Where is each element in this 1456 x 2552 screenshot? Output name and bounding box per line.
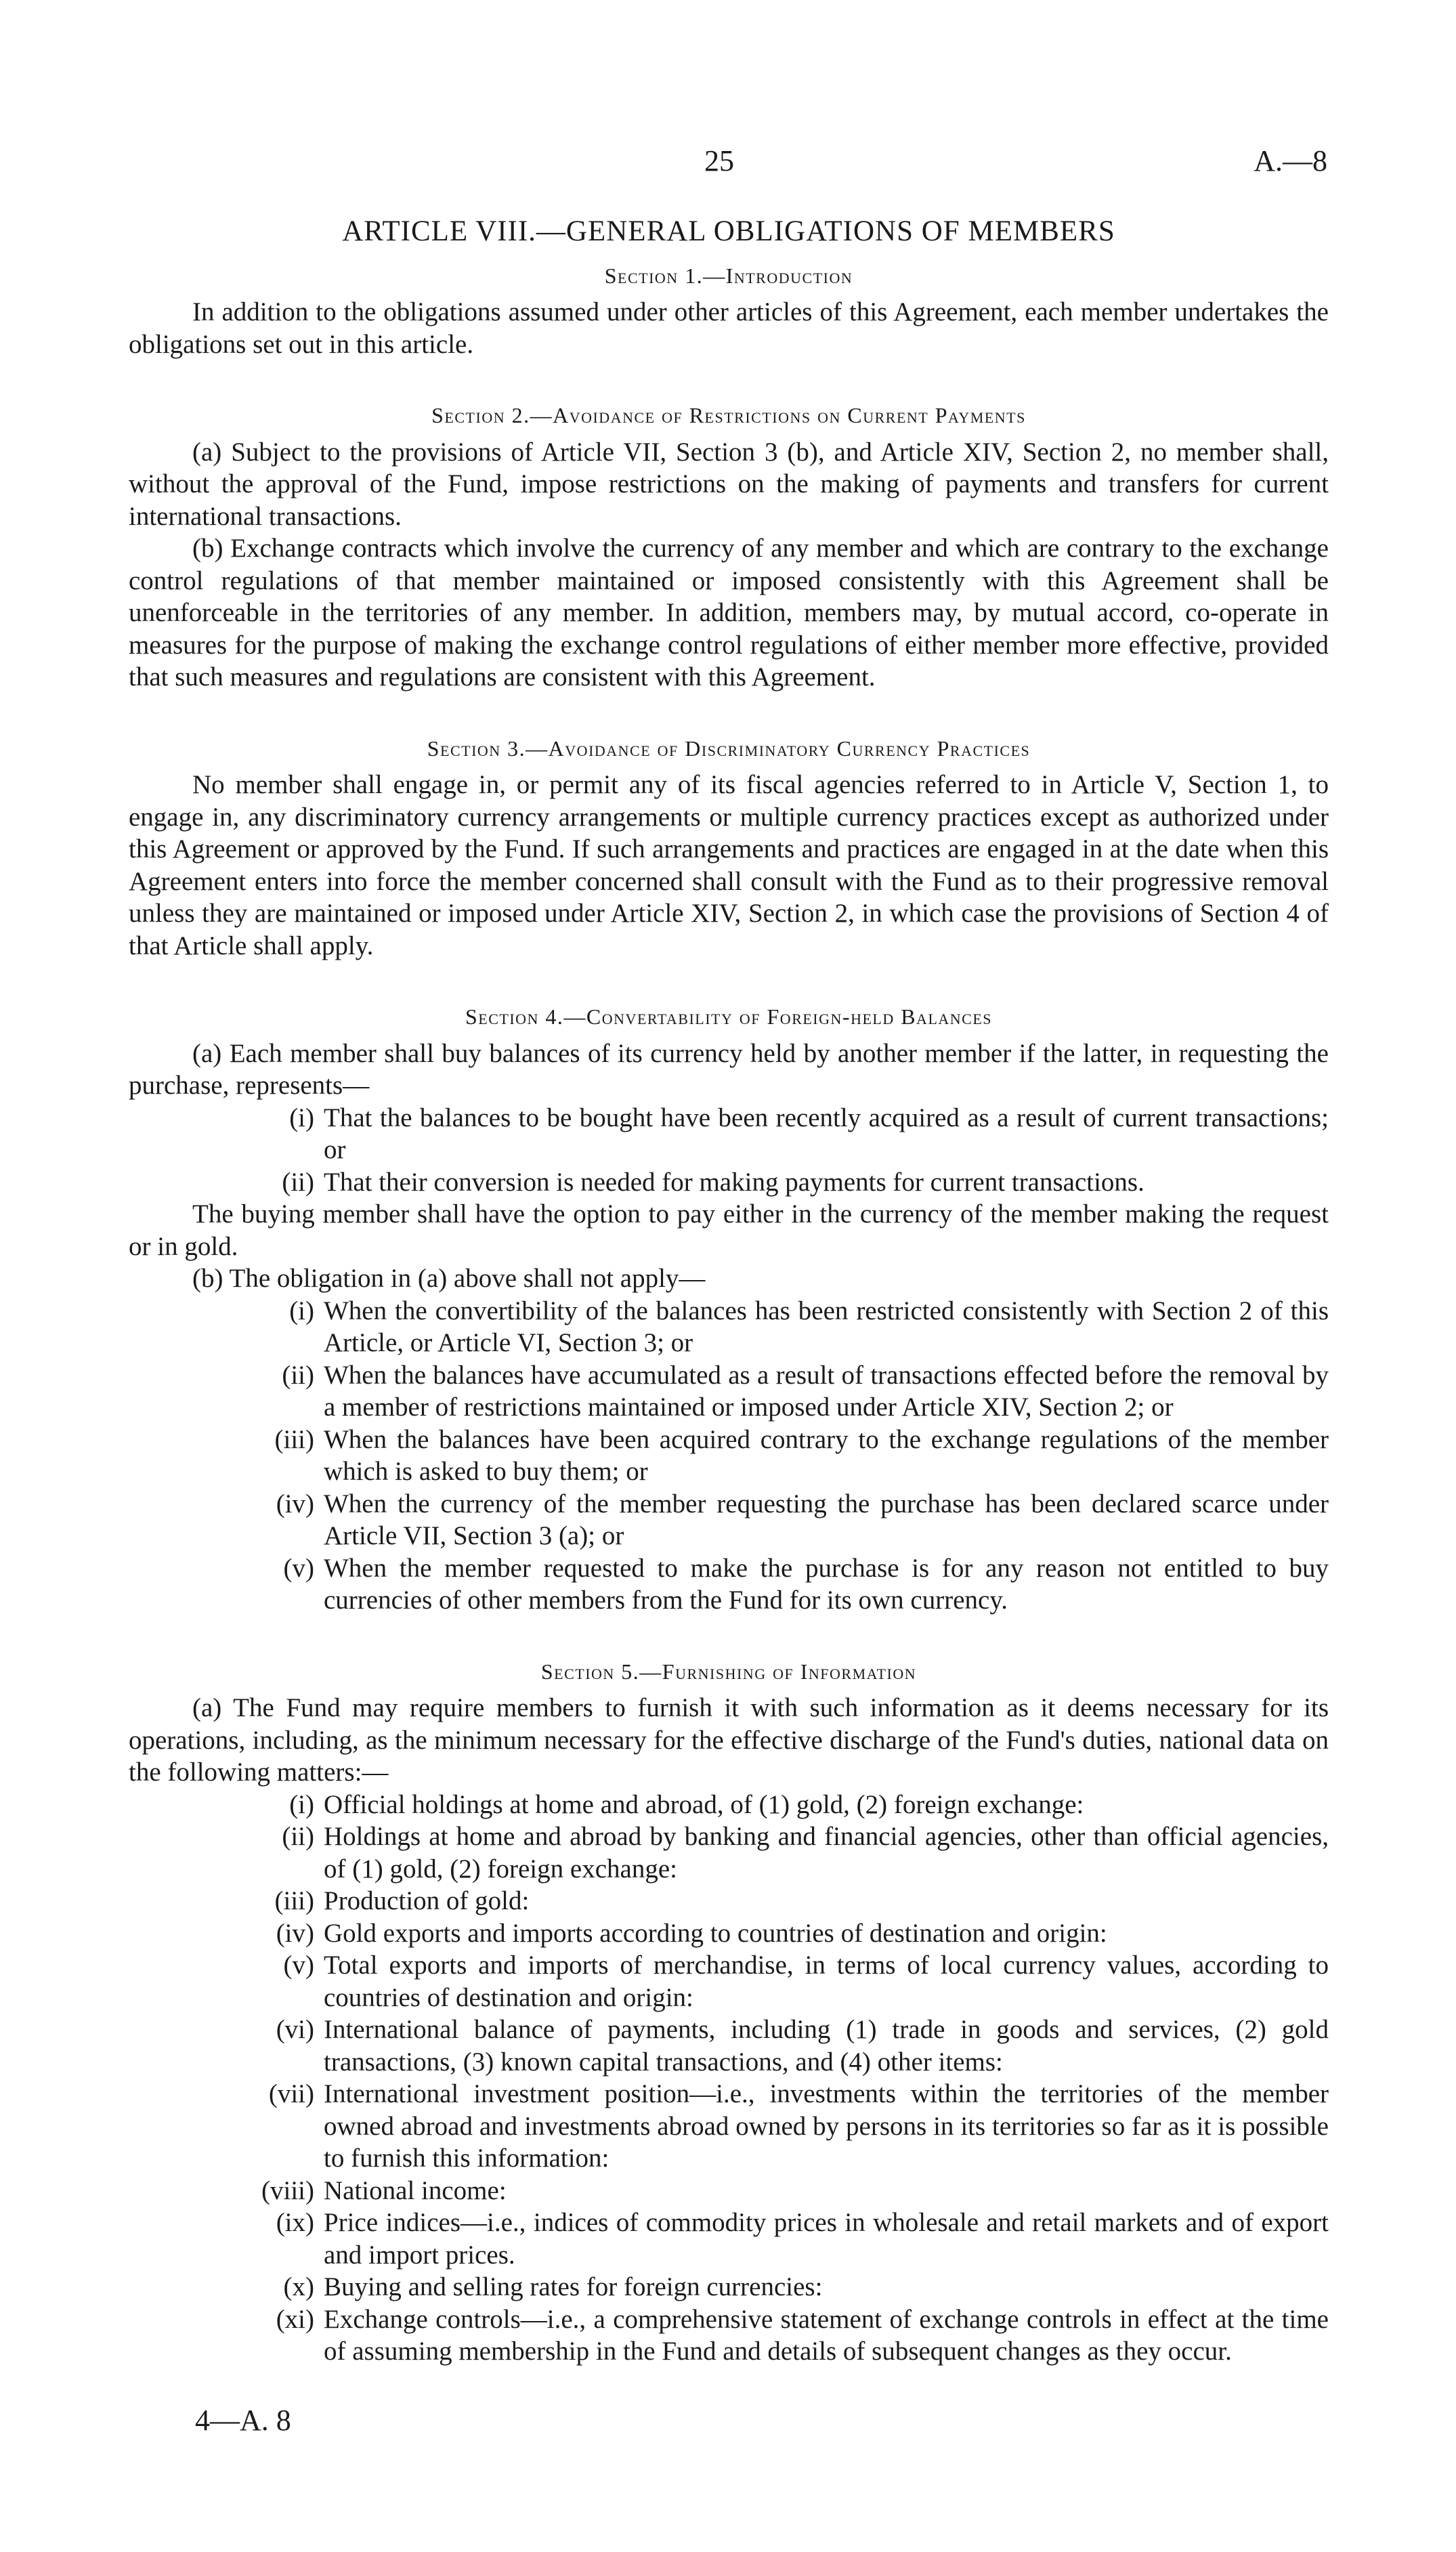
list-item-text: International balance of payments, including (1) trade in goods and services, (2) gold transactions, (3) known capital transactions, and (4) other items: bbox=[324, 2015, 1329, 2077]
section-4-list-b bbox=[129, 1295, 1329, 1617]
list-item bbox=[129, 1295, 1329, 1359]
list-item-text: That the balances to be bought have been recently acquired as a result of current transactions; or bbox=[324, 1103, 1329, 1164]
list-item-text: When the balances have been acquired contrary to the exchange regulations of the member which is asked to buy them; or bbox=[324, 1424, 1329, 1486]
section-5-paragraph-a: (a) The Fund may require members to furnish it with such information as it deems necessary for its operations, including, as the minimum necessary for the effective discharge of the Fund's duties, national data on the following matters:— bbox=[129, 1693, 1329, 1787]
section-2-paragraph-a: (a) Subject to the provisions of Article VII, Section 3 (b), and Article XIV, Section 2, no member shall, without the approval of the Fund, impose restrictions on the making of payments and transfers for current international transactions. bbox=[129, 437, 1329, 531]
list-item bbox=[129, 1821, 1329, 1885]
list-item-text: National income: bbox=[324, 2175, 507, 2205]
list-item-number: (ii) bbox=[282, 1360, 314, 1390]
list-item-text: Exchange controls—i.e., a comprehensive statement of exchange controls in effect at the time of assuming membership in the Fund and details of subsequent changes as they occur. bbox=[324, 2304, 1329, 2366]
list-item-number: (x) bbox=[283, 2272, 314, 2301]
section-1-paragraph: In addition to the obligations assumed under other articles of this Agreement, each member undertakes the obligations set out in this article. bbox=[129, 297, 1329, 359]
list-item-number: (i) bbox=[289, 1103, 314, 1132]
section-2-title: Section 2.—Avoidance of Restrictions on Current Payments bbox=[431, 403, 1026, 427]
list-item bbox=[129, 1102, 1329, 1166]
list-item bbox=[129, 2175, 1329, 2207]
list-item-text: Price indices—i.e., indices of commodity prices in wholesale and retail markets and of export and import prices. bbox=[324, 2208, 1329, 2270]
list-item-text: When the balances have accumulated as a result of transactions effected before the removal by a member of restrictions maintained or imposed under Article XIV, Section 2; or bbox=[324, 1360, 1329, 1422]
list-item bbox=[129, 1917, 1329, 1950]
list-item-text: Total exports and imports of merchandise, in terms of local currency values, according to countries of destination and origin: bbox=[324, 1951, 1329, 2012]
list-item-number: (v) bbox=[283, 1951, 314, 1980]
list-item-text: Gold exports and imports according to countries of destination and origin: bbox=[324, 1918, 1107, 1948]
list-item-number: (ii) bbox=[282, 1822, 314, 1851]
document-reference: A.—8 bbox=[1254, 144, 1327, 177]
page-header bbox=[0, 144, 1456, 184]
list-item bbox=[129, 2014, 1329, 2078]
list-item bbox=[129, 2303, 1329, 2368]
list-item bbox=[129, 2078, 1329, 2175]
list-item-number: (viii) bbox=[261, 2175, 314, 2205]
list-item-text: That their conversion is needed for making payments for current transactions. bbox=[324, 1167, 1144, 1197]
list-item-number: (i) bbox=[289, 1789, 314, 1819]
list-item bbox=[129, 2271, 1329, 2303]
list-item-number: (i) bbox=[289, 1296, 314, 1325]
list-item bbox=[129, 1166, 1329, 1199]
list-item-text: Official holdings at home and abroad, of (1) gold, (2) foreign exchange: bbox=[324, 1789, 1084, 1819]
list-item-text: When the member requested to make the purchase is for any reason not entitled to buy currencies of other members from the Fund for its own currency. bbox=[324, 1553, 1329, 1615]
list-item-number: (iv) bbox=[276, 1489, 314, 1518]
list-item-number: (iii) bbox=[274, 1424, 314, 1454]
list-item-number: (ii) bbox=[282, 1167, 314, 1197]
section-4-list-a bbox=[129, 1102, 1329, 1199]
list-item bbox=[129, 2207, 1329, 2271]
list-item-number: (iii) bbox=[274, 1886, 314, 1915]
list-item bbox=[129, 1359, 1329, 1424]
list-item-text: When the currency of the member requesting the purchase has been declared scarce under Article VII, Section 3 (a); or bbox=[324, 1489, 1329, 1550]
list-item-number: (v) bbox=[283, 1553, 314, 1583]
list-item-text: Holdings at home and abroad by banking and financial agencies, other than official agencies, of (1) gold, (2) foreign exchange: bbox=[324, 1822, 1329, 1884]
list-item-text: Buying and selling rates for foreign currencies: bbox=[324, 2272, 823, 2301]
section-5-list bbox=[129, 1789, 1329, 2368]
list-item-number: (vii) bbox=[268, 2079, 314, 2108]
article-title: ARTICLE VIII.—GENERAL OBLIGATIONS OF MEMBERS bbox=[342, 215, 1115, 247]
list-item bbox=[129, 1885, 1329, 1917]
list-item bbox=[129, 1789, 1329, 1821]
footer-reference: 4—A. 8 bbox=[195, 2404, 291, 2437]
section-2-paragraph-b: (b) Exchange contracts which involve the currency of any member and which are contrary to the exchange control regulations of that member maintained or imposed consistently with this Agreement shall be unenforceable in the territories of any member. In addition, members may, by mutual accord, co-operate in measures for the purpose of making the exchange control regulations of either member more effective, provided that such measures and regulations are consistent with this Agreement. bbox=[129, 534, 1329, 692]
list-item-text: Production of gold: bbox=[324, 1886, 530, 1915]
list-item-number: (iv) bbox=[276, 1918, 314, 1948]
section-4-buying-paragraph: The buying member shall have the option to pay either in the currency of the member making the request or in gold. bbox=[129, 1199, 1329, 1261]
section-4-paragraph-b: (b) The obligation in (a) above shall not apply— bbox=[192, 1264, 706, 1293]
section-3-title: Section 3.—Avoidance of Discriminatory Currency Practices bbox=[427, 736, 1031, 761]
section-1-title: Section 1.—Introduction bbox=[604, 263, 853, 288]
section-3-paragraph: No member shall engage in, or permit any of its fiscal agencies referred to in Article V, Section 1, to engage in, any discriminatory currency arrangements or multiple currency practices except as authorized under this Agreement or approved by the Fund. If such arrangements and practices are engaged in at the date when this Agreement enters into force the member concerned shall consult with the Fund as to their progressive removal unless they are maintained or imposed under Article XIV, Section 2, in which case the provisions of Section 4 of that Article shall apply. bbox=[129, 770, 1329, 960]
list-item bbox=[129, 1552, 1329, 1617]
list-item bbox=[129, 1424, 1329, 1488]
section-5-title: Section 5.—Furnishing of Information bbox=[540, 1659, 917, 1684]
list-item-text: International investment position—i.e., investments within the territories of the member owned abroad and investments abroad owned by persons in its territories so far as it is possible to furnish this information: bbox=[324, 2079, 1329, 2173]
list-item-number: (ix) bbox=[276, 2208, 314, 2237]
page-number: 25 bbox=[704, 144, 734, 177]
section-4-paragraph-a: (a) Each member shall buy balances of its currency held by another member if the latter, in requesting the purchase, represents— bbox=[129, 1038, 1329, 1100]
section-4-title: Section 4.—Convertability of Foreign-held Balances bbox=[465, 1004, 993, 1029]
list-item bbox=[129, 1488, 1329, 1552]
list-item-text: When the convertibility of the balances has been restricted consistently with Section 2 of this Article, or Article VI, Section 3; or bbox=[324, 1296, 1329, 1357]
list-item-number: (xi) bbox=[276, 2304, 314, 2334]
list-item-number: (vi) bbox=[276, 2015, 314, 2044]
article-body bbox=[129, 215, 1329, 2368]
list-item bbox=[129, 1949, 1329, 2014]
